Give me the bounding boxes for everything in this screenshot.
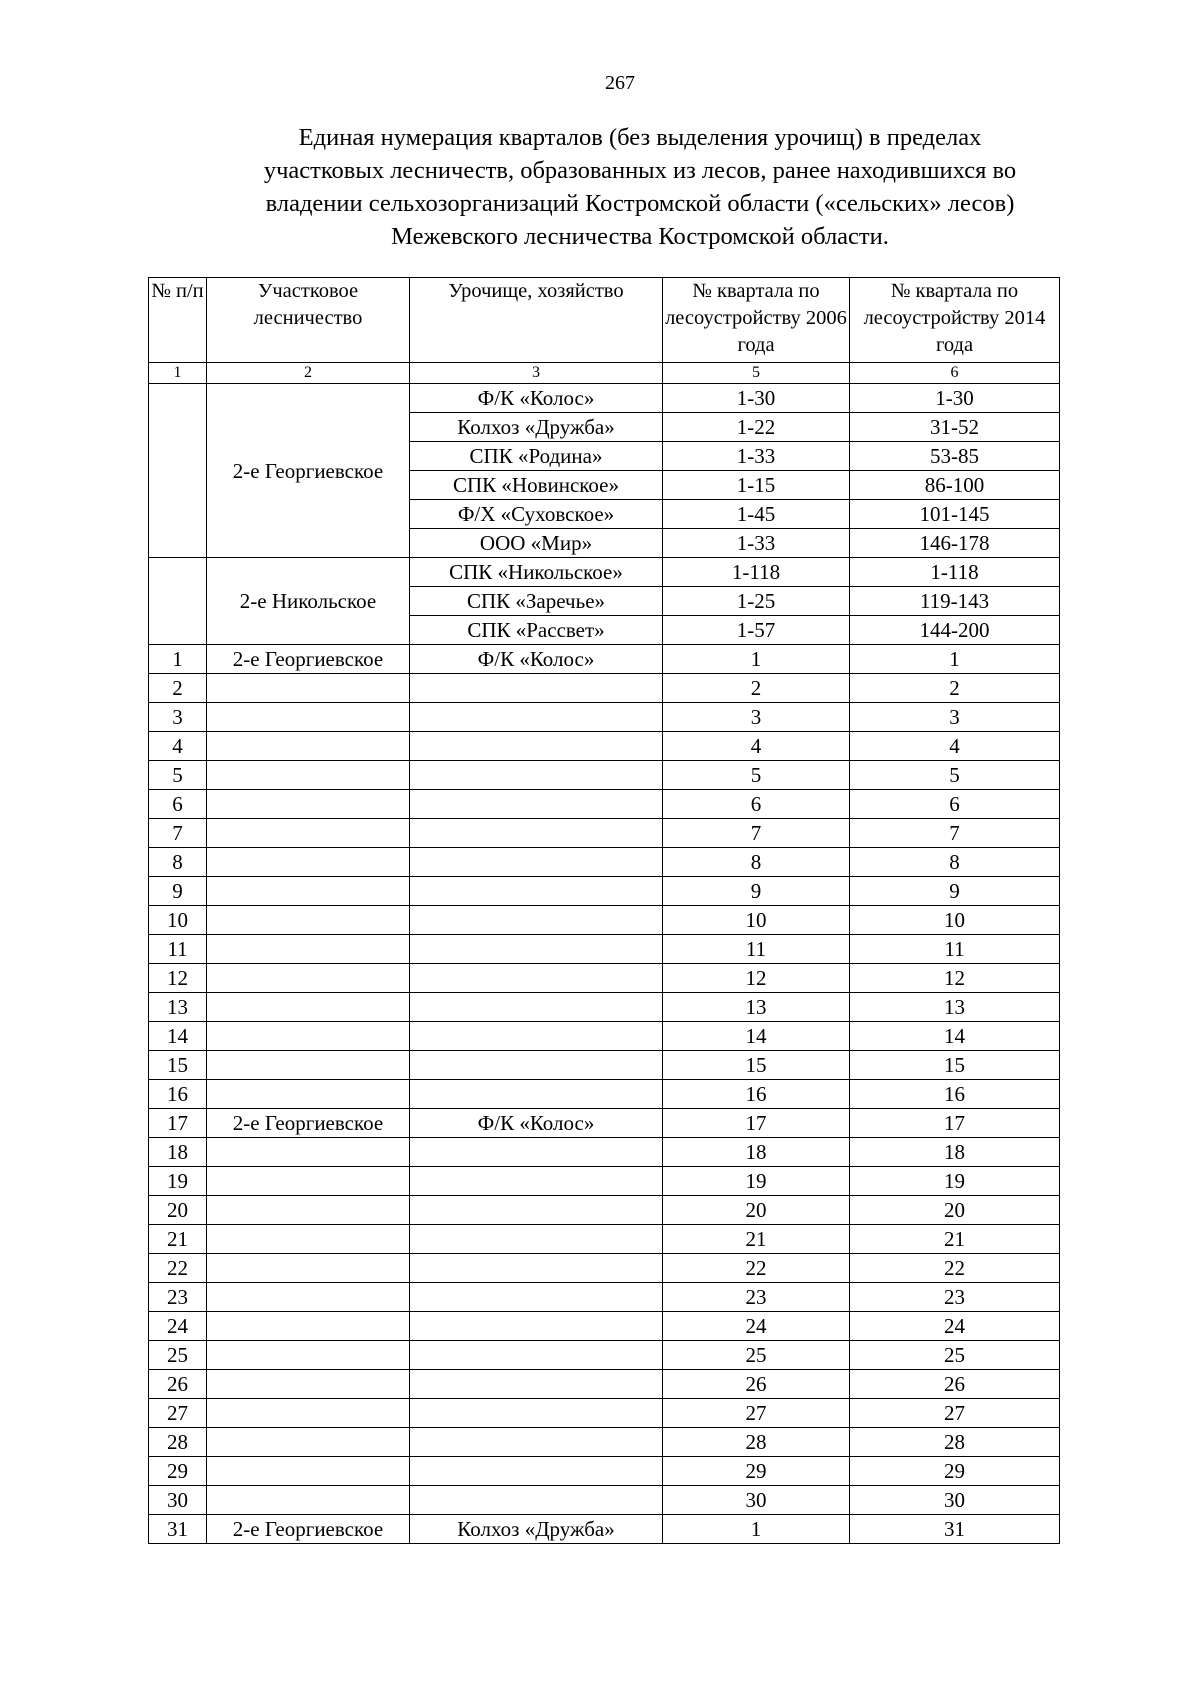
header-cell-number: № п/п [149,278,207,363]
row-tract-cell [410,1022,663,1051]
row-quarter-2014-cell: 29 [850,1457,1060,1486]
row-district-cell [207,935,410,964]
row-number-cell: 21 [149,1225,207,1254]
row-quarter-2014-cell: 15 [850,1051,1060,1080]
summary-quarter-2014-cell: 31-52 [850,413,1060,442]
row-district-cell [207,848,410,877]
table-row [149,1312,1060,1341]
summary-tract-cell: СПК «Новинское» [410,471,663,500]
row-number-cell: 30 [149,1486,207,1515]
summary-quarter-2014-cell: 86-100 [850,471,1060,500]
row-number-cell: 25 [149,1341,207,1370]
row-tract-cell [410,1457,663,1486]
row-quarter-2014-cell: 13 [850,993,1060,1022]
row-quarter-2006-cell: 6 [663,790,850,819]
row-quarter-2006-cell: 21 [663,1225,850,1254]
column-number-cell: 3 [410,363,663,384]
summary-quarter-2014-cell: 1-118 [850,558,1060,587]
header-cell-quarter-2014: № квартала по лесоустройству 2014 года [850,278,1060,363]
summary-tract-cell: СПК «Никольское» [410,558,663,587]
row-quarter-2006-cell: 22 [663,1254,850,1283]
table-row [149,819,1060,848]
summary-quarter-2014-cell: 101-145 [850,500,1060,529]
column-number-cell: 2 [207,363,410,384]
row-tract-cell [410,674,663,703]
row-number-cell: 22 [149,1254,207,1283]
row-district-cell [207,1254,410,1283]
row-number-cell: 19 [149,1167,207,1196]
row-district-cell [207,1225,410,1254]
title-line: Межевского лесничества Костромской области. [391,223,889,250]
row-quarter-2006-cell: 20 [663,1196,850,1225]
row-number-cell: 29 [149,1457,207,1486]
row-quarter-2014-cell: 21 [850,1225,1060,1254]
summary-tract-cell: СПК «Заречье» [410,587,663,616]
row-district-cell [207,1138,410,1167]
summary-district-cell: 2-е Никольское [207,558,410,645]
row-quarter-2006-cell: 24 [663,1312,850,1341]
row-district-cell [207,1051,410,1080]
row-quarter-2006-cell: 14 [663,1022,850,1051]
summary-tract-cell: Колхоз «Дружба» [410,413,663,442]
header-row [149,278,1060,363]
row-district-cell [207,790,410,819]
summary-quarter-2014-cell: 53-85 [850,442,1060,471]
row-quarter-2014-cell: 12 [850,964,1060,993]
row-tract-cell [410,1080,663,1109]
row-district-cell [207,1428,410,1457]
row-quarter-2014-cell: 17 [850,1109,1060,1138]
table-row [149,1370,1060,1399]
row-quarter-2006-cell: 30 [663,1486,850,1515]
row-tract-cell [410,819,663,848]
table-row [149,790,1060,819]
row-quarter-2006-cell: 3 [663,703,850,732]
row-quarter-2014-cell: 10 [850,906,1060,935]
row-quarter-2014-cell: 3 [850,703,1060,732]
row-number-cell: 4 [149,732,207,761]
summary-quarter-2006-cell: 1-25 [663,587,850,616]
header-cell-tract: Урочище, хозяйство [410,278,663,363]
row-quarter-2006-cell: 16 [663,1080,850,1109]
table-row [149,1486,1060,1515]
summary-quarter-2014-cell: 146-178 [850,529,1060,558]
summary-row [149,384,1060,413]
table-row [149,1109,1060,1138]
summary-quarter-2006-cell: 1-118 [663,558,850,587]
row-quarter-2006-cell: 18 [663,1138,850,1167]
column-number-cell: 5 [663,363,850,384]
row-quarter-2006-cell: 15 [663,1051,850,1080]
row-quarter-2014-cell: 24 [850,1312,1060,1341]
row-quarter-2006-cell: 26 [663,1370,850,1399]
row-quarter-2006-cell: 28 [663,1428,850,1457]
header-cell-district: Участковое лесничество [207,278,410,363]
row-quarter-2006-cell: 27 [663,1399,850,1428]
row-tract-cell [410,848,663,877]
row-quarter-2006-cell: 10 [663,906,850,935]
row-tract-cell [410,877,663,906]
table-row [149,703,1060,732]
summary-quarter-2006-cell: 1-15 [663,471,850,500]
row-district-cell [207,906,410,935]
row-number-cell: 7 [149,819,207,848]
row-quarter-2014-cell: 26 [850,1370,1060,1399]
row-tract-cell [410,935,663,964]
row-quarter-2006-cell: 29 [663,1457,850,1486]
row-tract-cell [410,1370,663,1399]
row-quarter-2014-cell: 30 [850,1486,1060,1515]
row-number-cell: 14 [149,1022,207,1051]
row-district-cell [207,703,410,732]
row-district-cell [207,1312,410,1341]
row-district-cell: 2-е Георгиевское [207,1109,410,1138]
table-row [149,1051,1060,1080]
row-district-cell [207,1196,410,1225]
row-number-cell: 26 [149,1370,207,1399]
row-district-cell [207,1486,410,1515]
row-district-cell [207,1022,410,1051]
row-district-cell [207,1457,410,1486]
row-tract-cell [410,1138,663,1167]
summary-quarter-2006-cell: 1-33 [663,442,850,471]
row-number-cell: 23 [149,1283,207,1312]
row-quarter-2006-cell: 13 [663,993,850,1022]
row-quarter-2006-cell: 12 [663,964,850,993]
row-tract-cell [410,1196,663,1225]
row-quarter-2014-cell: 11 [850,935,1060,964]
row-tract-cell [410,1341,663,1370]
row-district-cell [207,1399,410,1428]
row-tract-cell [410,964,663,993]
table-row [149,1399,1060,1428]
summary-tract-cell: СПК «Рассвет» [410,616,663,645]
row-district-cell [207,819,410,848]
row-quarter-2006-cell: 1 [663,645,850,674]
row-quarter-2006-cell: 4 [663,732,850,761]
row-tract-cell [410,1254,663,1283]
summary-number-cell [149,558,207,645]
column-number-cell: 1 [149,363,207,384]
row-number-cell: 24 [149,1312,207,1341]
summary-tract-cell: ООО «Мир» [410,529,663,558]
column-number-row [149,363,1060,384]
row-tract-cell [410,790,663,819]
table-row [149,761,1060,790]
title-line: участковых лесничеств, образованных из лесов, ранее находившихся во [263,157,1017,184]
row-quarter-2014-cell: 9 [850,877,1060,906]
row-quarter-2014-cell: 7 [850,819,1060,848]
row-quarter-2014-cell: 25 [850,1341,1060,1370]
row-tract-cell [410,1051,663,1080]
row-district-cell [207,732,410,761]
row-quarter-2006-cell: 7 [663,819,850,848]
row-quarter-2014-cell: 5 [850,761,1060,790]
row-district-cell [207,1283,410,1312]
row-number-cell: 27 [149,1399,207,1428]
row-district-cell [207,1341,410,1370]
summary-tract-cell: Ф/К «Колос» [410,384,663,413]
row-quarter-2006-cell: 11 [663,935,850,964]
row-tract-cell: Колхоз «Дружба» [410,1515,663,1544]
row-district-cell [207,1167,410,1196]
title-line: Единая нумерация кварталов (без выделения урочищ) в пределах [298,124,982,151]
row-number-cell: 13 [149,993,207,1022]
summary-quarter-2014-cell: 1-30 [850,384,1060,413]
row-district-cell: 2-е Георгиевское [207,645,410,674]
summary-quarter-2014-cell: 119-143 [850,587,1060,616]
row-number-cell: 17 [149,1109,207,1138]
summary-quarter-2014-cell: 144-200 [850,616,1060,645]
summary-quarter-2006-cell: 1-33 [663,529,850,558]
row-tract-cell [410,1225,663,1254]
row-number-cell: 16 [149,1080,207,1109]
column-number-cell: 6 [850,363,1060,384]
row-tract-cell [410,761,663,790]
row-district-cell [207,993,410,1022]
row-quarter-2014-cell: 20 [850,1196,1060,1225]
row-tract-cell [410,993,663,1022]
row-number-cell: 31 [149,1515,207,1544]
row-tract-cell [410,732,663,761]
row-district-cell [207,761,410,790]
row-quarter-2006-cell: 23 [663,1283,850,1312]
table-body [149,278,1060,1544]
summary-tract-cell: СПК «Родина» [410,442,663,471]
summary-number-cell [149,384,207,558]
row-quarter-2014-cell: 31 [850,1515,1060,1544]
row-quarter-2014-cell: 19 [850,1167,1060,1196]
row-tract-cell [410,1167,663,1196]
summary-tract-cell: Ф/Х «Суховское» [410,500,663,529]
row-quarter-2006-cell: 2 [663,674,850,703]
row-district-cell [207,674,410,703]
table-row [149,1080,1060,1109]
row-tract-cell: Ф/К «Колос» [410,645,663,674]
row-number-cell: 5 [149,761,207,790]
document-title [150,121,1130,253]
row-number-cell: 12 [149,964,207,993]
row-number-cell: 6 [149,790,207,819]
table-row [149,1457,1060,1486]
row-tract-cell: Ф/К «Колос» [410,1109,663,1138]
quarters-table [148,277,1060,1544]
table-row [149,1167,1060,1196]
row-quarter-2014-cell: 1 [850,645,1060,674]
row-number-cell: 1 [149,645,207,674]
row-quarter-2014-cell: 14 [850,1022,1060,1051]
row-number-cell: 8 [149,848,207,877]
table-row [149,645,1060,674]
row-quarter-2014-cell: 16 [850,1080,1060,1109]
table-row [149,1022,1060,1051]
row-number-cell: 28 [149,1428,207,1457]
table-row [149,1283,1060,1312]
table-row [149,964,1060,993]
table-row [149,1196,1060,1225]
row-tract-cell [410,1312,663,1341]
row-quarter-2006-cell: 9 [663,877,850,906]
table-row [149,1428,1060,1457]
row-tract-cell [410,1486,663,1515]
table-row [149,1515,1060,1544]
summary-district-cell: 2-е Георгиевское [207,384,410,558]
summary-row [149,558,1060,587]
row-quarter-2014-cell: 28 [850,1428,1060,1457]
table-row [149,906,1060,935]
row-district-cell: 2-е Георгиевское [207,1515,410,1544]
row-quarter-2006-cell: 25 [663,1341,850,1370]
row-number-cell: 10 [149,906,207,935]
row-quarter-2014-cell: 22 [850,1254,1060,1283]
row-quarter-2014-cell: 4 [850,732,1060,761]
row-quarter-2006-cell: 8 [663,848,850,877]
row-number-cell: 18 [149,1138,207,1167]
summary-quarter-2006-cell: 1-45 [663,500,850,529]
row-district-cell [207,1080,410,1109]
title-line: владении сельхозорганизаций Костромской области («сельских» лесов) [265,190,1015,217]
table-row [149,1138,1060,1167]
table-row [149,674,1060,703]
page-number: 267 [605,72,635,94]
row-tract-cell [410,1399,663,1428]
table-row [149,1254,1060,1283]
row-quarter-2014-cell: 2 [850,674,1060,703]
row-quarter-2014-cell: 27 [850,1399,1060,1428]
table-row [149,877,1060,906]
table-row [149,1341,1060,1370]
summary-quarter-2006-cell: 1-30 [663,384,850,413]
table-row [149,935,1060,964]
header-cell-quarter-2006: № квартала по лесоустройству 2006 года [663,278,850,363]
row-district-cell [207,877,410,906]
row-tract-cell [410,1283,663,1312]
table-row [149,993,1060,1022]
row-tract-cell [410,703,663,732]
table-row [149,1225,1060,1254]
row-number-cell: 20 [149,1196,207,1225]
row-number-cell: 15 [149,1051,207,1080]
row-quarter-2006-cell: 17 [663,1109,850,1138]
row-quarter-2014-cell: 18 [850,1138,1060,1167]
row-number-cell: 3 [149,703,207,732]
table-row [149,848,1060,877]
row-quarter-2006-cell: 19 [663,1167,850,1196]
row-quarter-2014-cell: 6 [850,790,1060,819]
row-tract-cell [410,906,663,935]
row-quarter-2014-cell: 8 [850,848,1060,877]
row-quarter-2006-cell: 1 [663,1515,850,1544]
summary-quarter-2006-cell: 1-22 [663,413,850,442]
row-number-cell: 11 [149,935,207,964]
row-quarter-2014-cell: 23 [850,1283,1060,1312]
row-number-cell: 2 [149,674,207,703]
row-tract-cell [410,1428,663,1457]
row-quarter-2006-cell: 5 [663,761,850,790]
row-number-cell: 9 [149,877,207,906]
table-row [149,732,1060,761]
row-district-cell [207,1370,410,1399]
row-district-cell [207,964,410,993]
summary-quarter-2006-cell: 1-57 [663,616,850,645]
